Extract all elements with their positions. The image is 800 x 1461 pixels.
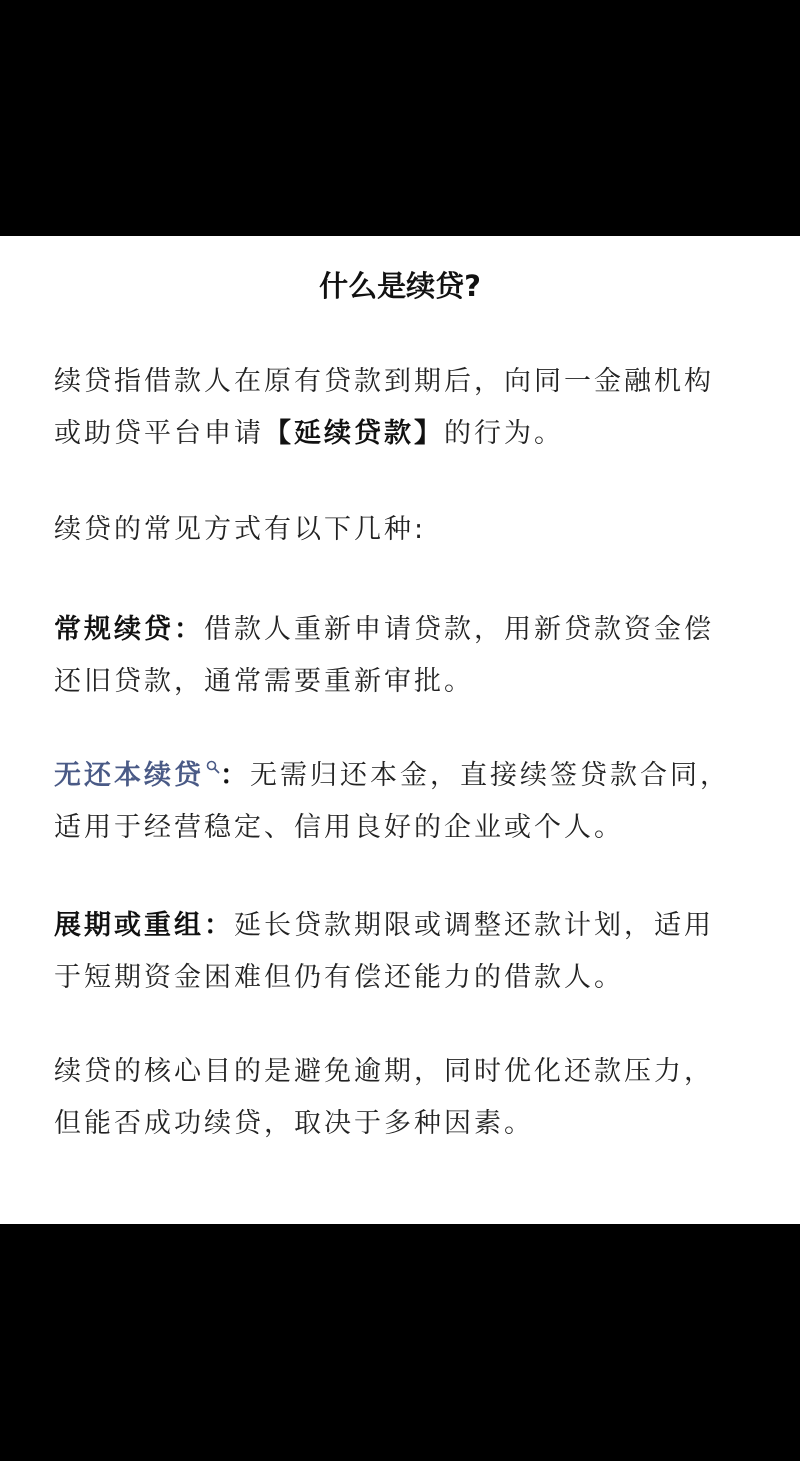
paragraph-line: 续贷指借款人在原有贷款到期后，向同一金融机构: [54, 366, 714, 397]
paragraph-line: 适用于经营稳定、信用良好的企业或个人。: [54, 812, 624, 843]
paragraph-regular-renewal: [54, 604, 754, 708]
paragraph-line: 还旧贷款，通常需要重新审批。: [54, 666, 474, 697]
paragraph-line: [54, 750, 754, 802]
search-link-term[interactable]: 无还本续贷: [54, 760, 204, 791]
paragraph-intro: [54, 504, 754, 556]
bold-term: 【延续贷款】: [264, 418, 444, 449]
bold-term: 展期或重组：: [54, 910, 234, 941]
paragraph-line: 但能否成功续贷，取决于多种因素。: [54, 1108, 534, 1139]
paragraph-definition: [54, 356, 754, 460]
paragraph-line: 续贷的常见方式有以下几种:: [54, 514, 427, 545]
bottom-black-bar: [0, 1224, 800, 1461]
paragraph-line: [54, 900, 754, 952]
top-black-bar: [0, 0, 800, 236]
article-title: 什么是续贷?: [319, 269, 481, 303]
paragraph-no-principal-renewal: [54, 750, 754, 854]
text-segment: 借款人重新申请贷款，用新贷款资金偿: [204, 614, 714, 645]
article-card: [0, 236, 800, 1224]
search-icon[interactable]: [206, 760, 220, 774]
text-segment: 延长贷款期限或调整还款计划，适用: [234, 910, 714, 941]
text-segment: 的行为。: [444, 418, 564, 449]
paragraph-line: [54, 408, 754, 460]
paragraph-line: 于短期资金困难但仍有偿还能力的借款人。: [54, 962, 624, 993]
paragraph-line: [54, 604, 754, 656]
paragraph-line: 续贷的核心目的是避免逾期，同时优化还款压力，: [54, 1056, 714, 1087]
bold-term: 常规续贷：: [54, 614, 204, 645]
paragraph-extension: [54, 900, 754, 1004]
text-segment: 或助贷平台申请: [54, 418, 264, 449]
bold-colon: ：: [220, 760, 250, 791]
paragraph-conclusion: [54, 1046, 754, 1150]
text-segment: 无需归还本金，直接续签贷款合同，: [250, 760, 730, 791]
